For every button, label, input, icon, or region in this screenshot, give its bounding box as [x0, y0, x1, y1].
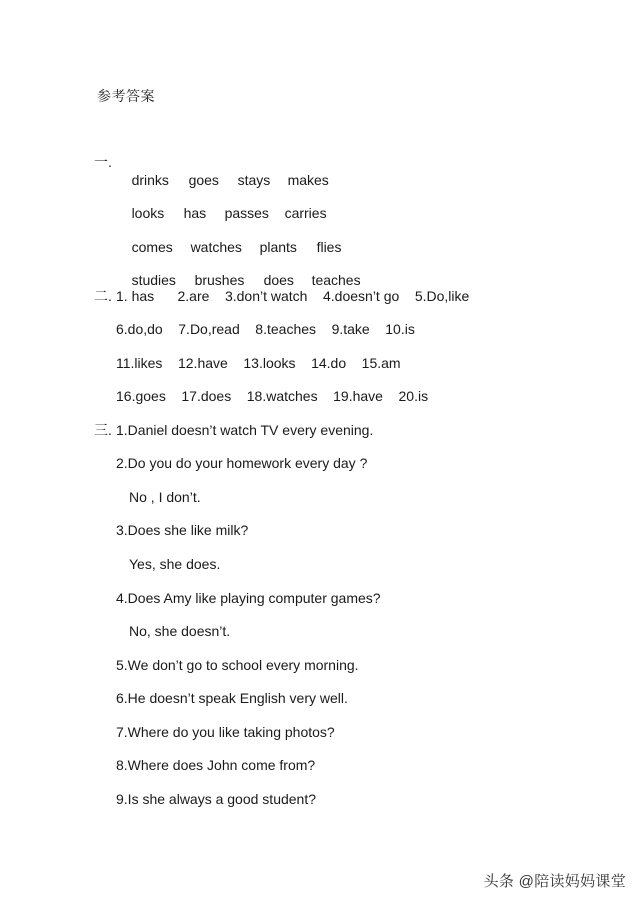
section-3-line-10: 7.Where do you like taking photos?	[116, 724, 335, 740]
section-3-line-4: 3.Does she like milk?	[116, 522, 249, 538]
section-3-line-12: 9.Is she always a good student?	[116, 791, 317, 807]
word: brushes	[194, 272, 245, 288]
word: plants	[259, 239, 297, 255]
section-3-line-8: 5.We don’t go to school every morning.	[116, 657, 359, 673]
section-2-row-3: 11.likes 12.have 13.looks 14.do 15.am	[116, 355, 401, 371]
word: studies	[131, 272, 176, 288]
section-2-row-4: 16.goes 17.does 18.watches 19.have 20.is	[116, 388, 429, 404]
word: watches	[190, 239, 242, 255]
section-1-number: 一.	[94, 154, 112, 170]
word: teaches	[311, 272, 361, 288]
word: flies	[316, 239, 342, 255]
section-3-line-5: Yes, she does.	[129, 556, 221, 572]
section-3-line-9: 6.He doesn’t speak English very well.	[116, 690, 348, 706]
section-3-number: 三.	[94, 422, 112, 438]
word: comes	[131, 239, 173, 255]
word: drinks	[131, 172, 169, 188]
word: carries	[284, 205, 327, 221]
word: stays	[237, 172, 271, 188]
section-3-line-6: 4.Does Amy like playing computer games?	[116, 590, 381, 606]
page-title: 参考答案	[97, 88, 155, 104]
section-2-row-2: 6.do,do 7.Do,read 8.teaches 9.take 10.is	[116, 321, 415, 337]
word: does	[263, 272, 294, 288]
word: has	[183, 205, 207, 221]
word: passes	[224, 205, 269, 221]
section-3-line-3: No , I don’t.	[129, 489, 201, 505]
watermark: 头条 @陪读妈妈课堂	[483, 873, 626, 890]
word: goes	[188, 172, 219, 188]
word: looks	[131, 205, 165, 221]
section-3-line-11: 8.Where does John come from?	[116, 757, 316, 773]
section-3-line-7: No, she doesn’t.	[129, 623, 231, 639]
section-2-number: 二.	[94, 288, 112, 304]
section-2-row-1: 1. has 2.are 3.don’t watch 4.doesn’t go 5.Do,like	[116, 288, 470, 304]
section-3-line-2: 2.Do you do your homework every day ?	[116, 455, 368, 471]
section-3-line-1: 1.Daniel doesn’t watch TV every evening.	[116, 422, 374, 438]
word: makes	[287, 172, 329, 188]
